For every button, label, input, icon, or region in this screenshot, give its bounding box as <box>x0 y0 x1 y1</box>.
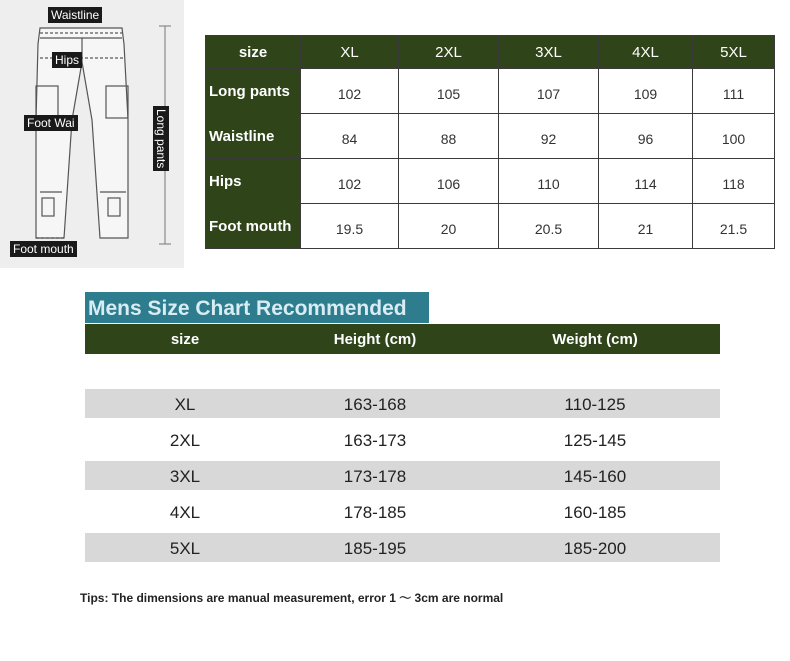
row-label: Long pants <box>206 69 301 114</box>
hips-label: Hips <box>52 52 82 68</box>
height-cell: 173-178 <box>343 467 407 486</box>
measurement-table <box>205 35 775 249</box>
table-cell: 19.5 <box>301 204 399 249</box>
table-row <box>206 204 775 249</box>
size-cell: 2XL <box>169 431 201 450</box>
row-label: Foot mouth <box>206 204 301 249</box>
size-header: size <box>206 36 301 69</box>
table-cell: 114 <box>599 159 693 204</box>
table-cell: 20.5 <box>499 204 599 249</box>
table-row <box>85 533 720 562</box>
waistline-label: Waistline <box>48 7 102 23</box>
table-cell: 102 <box>301 69 399 114</box>
recommended-header <box>85 324 720 354</box>
table-cell: 92 <box>499 114 599 159</box>
table-row <box>85 497 720 526</box>
weight-cell: 185-200 <box>563 539 627 558</box>
table-row <box>85 425 720 454</box>
size-cell: XL <box>174 395 196 414</box>
size-column-header: 3XL <box>499 36 599 69</box>
size-column-header: 5XL <box>693 36 775 69</box>
table-cell: 84 <box>301 114 399 159</box>
weight-cell: 110-125 <box>564 395 626 414</box>
foot-mouth-label: Foot mouth <box>10 241 77 257</box>
size-header: size <box>170 331 200 348</box>
table-header-row <box>206 36 775 69</box>
pants-diagram <box>0 0 184 268</box>
weight-cell: 125-145 <box>563 431 627 450</box>
table-cell: 21.5 <box>693 204 775 249</box>
table-cell: 96 <box>599 114 693 159</box>
weight-cell: 160-185 <box>563 503 627 522</box>
table-cell: 107 <box>499 69 599 114</box>
height-header: Height (cm) <box>333 331 417 348</box>
table-cell: 109 <box>599 69 693 114</box>
height-cell: 178-185 <box>343 503 407 522</box>
table-cell: 111 <box>693 69 775 114</box>
table-cell: 105 <box>399 69 499 114</box>
table-cell: 118 <box>693 159 775 204</box>
tips-text: Tips: The dimensions are manual measurement, error 1 ～ 3cm are normal <box>80 591 504 605</box>
table-row <box>206 159 775 204</box>
foot-wai-label: Foot Wai <box>24 115 78 131</box>
size-column-header: 2XL <box>399 36 499 69</box>
table-cell: 21 <box>599 204 693 249</box>
weight-header: Weight (cm) <box>552 331 638 348</box>
recommended-title: Mens Size Chart Recommended <box>85 292 429 323</box>
table-row <box>206 69 775 114</box>
table-cell: 110 <box>499 159 599 204</box>
table-row <box>85 461 720 490</box>
table-row <box>206 114 775 159</box>
long-pants-label: Long pants <box>153 106 169 171</box>
table-row <box>85 389 720 418</box>
row-label: Hips <box>206 159 301 204</box>
size-cell: 3XL <box>169 467 201 486</box>
table-cell: 88 <box>399 114 499 159</box>
table-cell: 20 <box>399 204 499 249</box>
row-label: Waistline <box>206 114 301 159</box>
height-cell: 185-195 <box>343 539 407 558</box>
size-column-header: XL <box>301 36 399 69</box>
size-column-header: 4XL <box>599 36 693 69</box>
size-cell: 5XL <box>169 539 201 558</box>
height-cell: 163-173 <box>343 431 407 450</box>
weight-cell: 145-160 <box>563 467 627 486</box>
table-cell: 100 <box>693 114 775 159</box>
height-cell: 163-168 <box>343 395 407 414</box>
table-cell: 102 <box>301 159 399 204</box>
table-cell: 106 <box>399 159 499 204</box>
size-cell: 4XL <box>169 503 201 522</box>
